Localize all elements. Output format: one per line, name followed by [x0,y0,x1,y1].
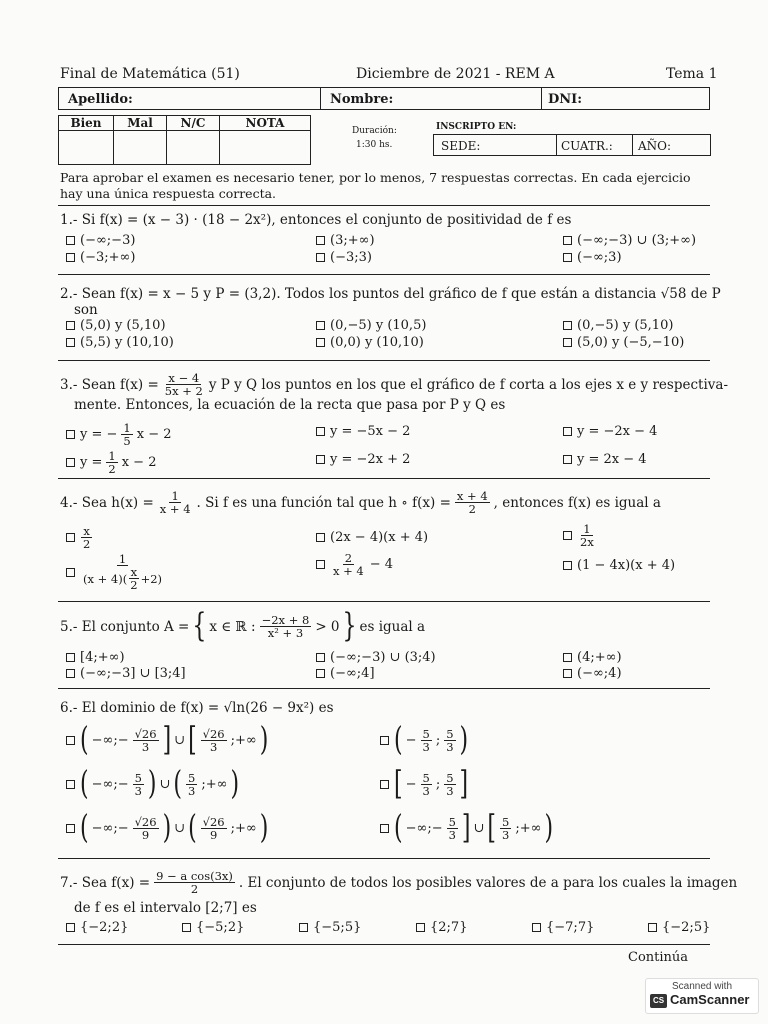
checkbox-icon[interactable] [182,923,191,932]
q7-option[interactable]: {−5;5} [299,920,361,935]
q7-option[interactable]: {2;7} [416,920,467,935]
q3-option[interactable]: y = −2x + 2 [316,452,410,467]
checkbox-icon[interactable] [563,455,572,464]
watermark-top-text: Scanned with [671,981,733,992]
q3-option[interactable]: y = $\frac{1}{2}$ x − 2 [66,450,156,475]
checkbox-icon[interactable] [66,736,75,745]
sede-field[interactable]: SEDE: [441,139,481,153]
checkbox-icon[interactable] [563,338,572,347]
checkbox-icon[interactable] [563,561,572,570]
cuatr-field[interactable]: CUATR.: [561,139,613,153]
q7-option[interactable]: {−2;5} [648,920,710,935]
separator [58,858,710,859]
q3-option[interactable]: y = −5x − 2 [316,424,410,439]
checkbox-icon[interactable] [66,430,75,439]
q2-option[interactable]: (0,−5) y (10,5) [316,318,426,333]
q5-option[interactable]: [4;+∞) [66,650,125,665]
checkbox-icon[interactable] [316,533,325,542]
q2-title: 2.- Sean f(x) = x − 5 y P = (3,2). Todos los puntos del gráfico de f que están a distancia √58 de P [60,286,721,302]
separator [58,478,710,479]
q2-option[interactable]: (5,0) y (5,10) [66,318,166,333]
checkbox-icon[interactable] [299,923,308,932]
checkbox-icon[interactable] [66,780,75,789]
watermark-name: CamScanner [670,992,750,1007]
separator [58,688,710,689]
checkbox-icon[interactable] [380,736,389,745]
checkbox-icon[interactable] [316,253,325,262]
checkbox-icon[interactable] [563,669,572,678]
checkbox-icon[interactable] [563,531,572,540]
duration-label: Duración: [352,126,397,136]
q6-option[interactable]: ( − $\frac{5}{3}$ ; $\frac{5}{3}$ ) [380,728,468,753]
checkbox-icon[interactable] [316,653,325,662]
separator [58,360,710,361]
separator [58,601,710,602]
q5-option[interactable]: (4;+∞) [563,650,622,665]
q4-option[interactable]: (1 − 4x)(x + 4) [563,558,675,573]
checkbox-icon[interactable] [66,458,75,467]
checkbox-icon[interactable] [563,253,572,262]
q4-option[interactable]: $\frac{2}{x + 4}$ − 4 [316,552,393,577]
continua-label: Continúa [628,950,689,965]
divider [541,87,542,110]
checkbox-icon[interactable] [316,427,325,436]
q6-option[interactable]: ( −∞;− $\frac{5}{3}$ ] ∪ [ $\frac{5}{3}$ ;+∞ ) [380,816,553,841]
q6-option[interactable]: ( −∞;− $\frac{5}{3}$ ) ∪ ( $\frac{5}{3}$ ;+∞ ) [66,772,239,797]
checkbox-icon[interactable] [563,653,572,662]
anio-field[interactable]: AÑO: [638,139,672,153]
q2-option[interactable]: (0,−5) y (5,10) [563,318,673,333]
grade-header-nc: N/C [166,115,220,131]
checkbox-icon[interactable] [563,236,572,245]
q1-option[interactable]: (−∞;−3) ∪ (3;+∞) [563,233,696,248]
inscripto-label: INSCRIPTO EN: [436,122,517,132]
dni-field[interactable]: DNI: [548,92,583,107]
q1-option[interactable]: (−∞;3) [563,250,622,265]
q1-option[interactable]: (3;+∞) [316,233,375,248]
divider [556,134,557,156]
grade-header-nota: NOTA [219,115,311,131]
exam-tema: Tema 1 [666,66,718,82]
q4-option[interactable]: $\frac{x}{2}$ [66,525,93,550]
checkbox-icon[interactable] [316,560,325,569]
checkbox-icon[interactable] [66,236,75,245]
grade-cell-bien[interactable] [58,130,114,165]
q7-option[interactable]: {−5;2} [182,920,244,935]
checkbox-icon[interactable] [316,236,325,245]
q2-option[interactable]: (5,5) y (10,10) [66,335,174,350]
checkbox-icon[interactable] [316,321,325,330]
nombre-field[interactable]: Nombre: [330,92,394,107]
checkbox-icon[interactable] [316,455,325,464]
q1-option[interactable]: (−3;3) [316,250,372,265]
q3-option[interactable]: y = 2x − 4 [563,452,647,467]
q7-title-cont: de f es el intervalo [2;7] es [74,900,257,916]
checkbox-icon[interactable] [66,824,75,833]
checkbox-icon[interactable] [316,669,325,678]
q7-title: 7.- Sea f(x) = $\frac{\text{9 − a cos(3x)}}{2}$ . El conjunto de todos los posibles valores de a para los cuales la imagen [60,869,738,896]
checkbox-icon[interactable] [563,321,572,330]
q4-title: 4.- Sea h(x) = $\frac{1}{x + 4}$ . Si f es una función tal que h ∘ f(x) = $\frac{x + 4}{2}$ , entonces f(x) es igual a [60,489,661,516]
q1-title: 1.- Si f(x) = (x − 3) · (18 − 2x²), entonces el conjunto de positividad de f es [60,212,572,228]
grade-cell-mal[interactable] [113,130,167,165]
checkbox-icon[interactable] [66,669,75,678]
apellido-field[interactable]: Apellido: [68,92,133,107]
grade-header-mal: Mal [113,115,167,131]
divider [320,87,321,110]
checkbox-icon[interactable] [66,533,75,542]
q3-title: 3.- Sean f(x) = $\frac{x - 4}{5x + 2}$ y P y Q los puntos en los que el gráfico de f corta a los ejes x e y respectiva- [60,371,729,398]
q5-option[interactable]: (−∞;−3) ∪ (3;4) [316,650,436,665]
q2-option[interactable]: (0,0) y (10,10) [316,335,424,350]
checkbox-icon[interactable] [532,923,541,932]
checkbox-icon[interactable] [380,780,389,789]
exam-date: Diciembre de 2021 - REM A [356,66,555,82]
q5-option[interactable]: (−∞;4] [316,666,375,681]
separator [58,944,710,945]
checkbox-icon[interactable] [563,427,572,436]
q4-option[interactable]: 1 (x + 4) ( $\frac{x}{2}$ +2 ) [66,553,165,591]
q7-option[interactable]: {−7;7} [532,920,594,935]
q2-option[interactable]: (5,0) y (−5,−10) [563,335,684,350]
divider [632,134,633,156]
checkbox-icon[interactable] [66,321,75,330]
q5-option[interactable]: (−∞;−3] ∪ [3;4] [66,666,186,681]
checkbox-icon[interactable] [380,824,389,833]
grade-header-bien: Bien [58,115,114,131]
checkbox-icon[interactable] [316,338,325,347]
q3-title-cont: mente. Entonces, la ecuación de la recta que pasa por P y Q es [74,397,506,413]
checkbox-icon[interactable] [66,923,75,932]
grade-cell-nc[interactable] [166,130,220,165]
q1-option[interactable]: (−3;+∞) [66,250,135,265]
q5-title: 5.- El conjunto A = { x ∈ ℝ : $\frac{-2x + 8}{\text{x² + 3}}$ > 0 } es igual a [60,607,426,645]
duration-value: 1:30 hs. [356,140,393,150]
q6-option[interactable]: ( −∞;− $\frac{√26}{9}$ ) ∪ ( $\frac{√26}{9}$ ;+∞ ) [66,816,268,841]
q6-title: 6.- El dominio de f(x) = √ln(26 − 9x²) es [60,700,334,716]
separator [58,205,710,206]
checkbox-icon[interactable] [648,923,657,932]
checkbox-icon[interactable] [66,653,75,662]
grade-cell-nota[interactable] [219,130,311,165]
q5-option[interactable]: (−∞;4) [563,666,622,681]
q6-option[interactable]: [ − $\frac{5}{3}$ ; $\frac{5}{3}$ ] [380,772,468,797]
q4-option[interactable]: (2x − 4)(x + 4) [316,530,428,545]
q6-option[interactable]: ( −∞;− $\frac{√26}{3}$ ] ∪ [ $\frac{√26}{3}$ ;+∞ ) [66,728,268,753]
q7-option[interactable]: {−2;2} [66,920,128,935]
camscanner-logo-icon: CS [650,994,667,1008]
q3-option[interactable]: y = − $\frac{1}{5}$ x − 2 [66,422,172,447]
checkbox-icon[interactable] [416,923,425,932]
camscanner-watermark [645,978,759,1014]
q3-option[interactable]: y = −2x − 4 [563,424,657,439]
checkbox-icon[interactable] [66,253,75,262]
exam-title: Final de Matemática (51) [60,66,240,82]
checkbox-icon[interactable] [66,338,75,347]
separator [58,274,710,275]
q4-option[interactable]: $\frac{1}{2x}$ [563,523,597,548]
q2-title-cont: son [74,302,98,318]
q1-option[interactable]: (−∞;−3) [66,233,135,248]
instructions: Para aprobar el examen es necesario tener, por lo menos, 7 respuestas correctas. En cada ejercicio hay una única respuesta correcta. [60,170,691,201]
checkbox-icon[interactable] [66,568,75,577]
